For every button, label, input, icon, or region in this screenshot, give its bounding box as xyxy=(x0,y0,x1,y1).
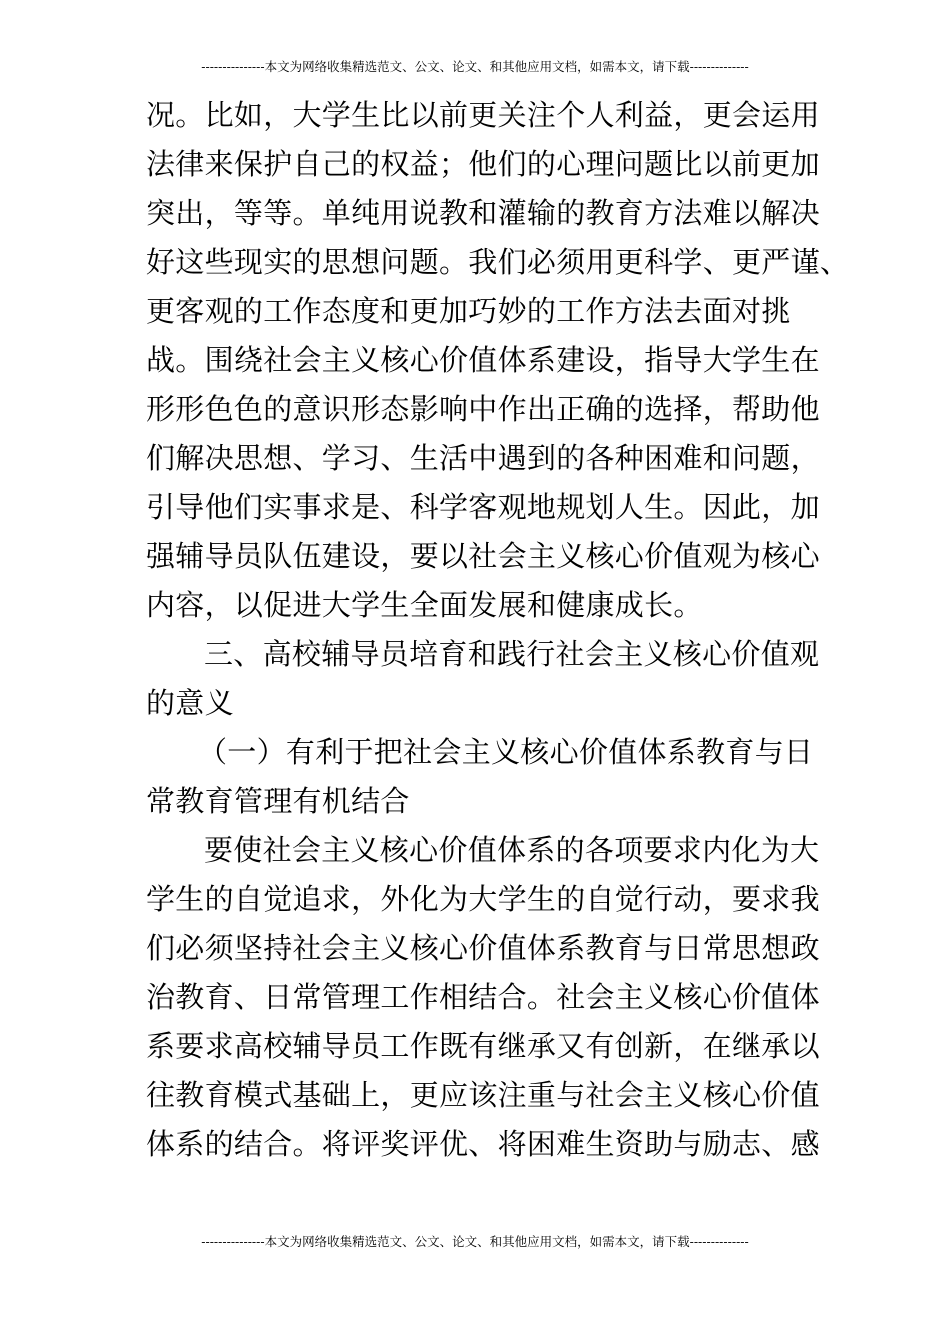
subsection-heading-continued: 常教育管理有机结合 xyxy=(146,784,410,818)
text-line: 强辅导员队伍建设，要以社会主义核心价值观为核心 xyxy=(146,539,820,573)
text-line: 战。围绕社会主义核心价值体系建设，指导大学生在 xyxy=(146,343,820,377)
text-line: 好这些现实的思想问题。我们必须用更科学、更严谨、 xyxy=(146,245,850,279)
text-line: 况。比如，大学生比以前更关注个人利益，更会运用 xyxy=(146,98,820,132)
text-line: 系要求高校辅导员工作既有继承又有创新，在继承以 xyxy=(146,1029,820,1063)
text-line: 法律来保护自己的权益；他们的心理问题比以前更加 xyxy=(146,147,820,181)
text-line: 要使社会主义核心价值体系的各项要求内化为大 xyxy=(204,833,820,867)
footer-banner: ---------------本文为网络收集精选范文、公文、论文、和其他应用文档，如需本文，请下载-------------- xyxy=(201,1234,749,1249)
header-banner: ---------------本文为网络收集精选范文、公文、论文、和其他应用文档，如需本文，请下载-------------- xyxy=(201,59,749,74)
text-line: 内容，以促进大学生全面发展和健康成长。 xyxy=(146,588,703,622)
text-line: 往教育模式基础上，更应该注重与社会主义核心价值 xyxy=(146,1078,820,1112)
text-line: 体系的结合。将评奖评优、将困难生资助与励志、感 xyxy=(146,1127,820,1161)
text-line: 们解决思想、学习、生活中遇到的各种困难和问题， xyxy=(146,441,820,475)
text-line: 更客观的工作态度和更加巧妙的工作方法去面对挑 xyxy=(146,294,791,328)
text-line: 突出，等等。单纯用说教和灌输的教育方法难以解决 xyxy=(146,196,820,230)
section-heading-continued: 的意义 xyxy=(146,686,234,720)
subsection-heading: （一）有利于把社会主义核心价值体系教育与日 xyxy=(198,735,814,769)
text-line: 们必须坚持社会主义核心价值体系教育与日常思想政 xyxy=(146,931,820,965)
text-line: 治教育、日常管理工作相结合。社会主义核心价值体 xyxy=(146,980,820,1014)
text-line: 形形色色的意识形态影响中作出正确的选择，帮助他 xyxy=(146,392,820,426)
text-line: 引导他们实事求是、科学客观地规划人生。因此，加 xyxy=(146,490,820,524)
text-line: 学生的自觉追求，外化为大学生的自觉行动，要求我 xyxy=(146,882,820,916)
section-heading: 三、高校辅导员培育和践行社会主义核心价值观 xyxy=(204,637,820,671)
